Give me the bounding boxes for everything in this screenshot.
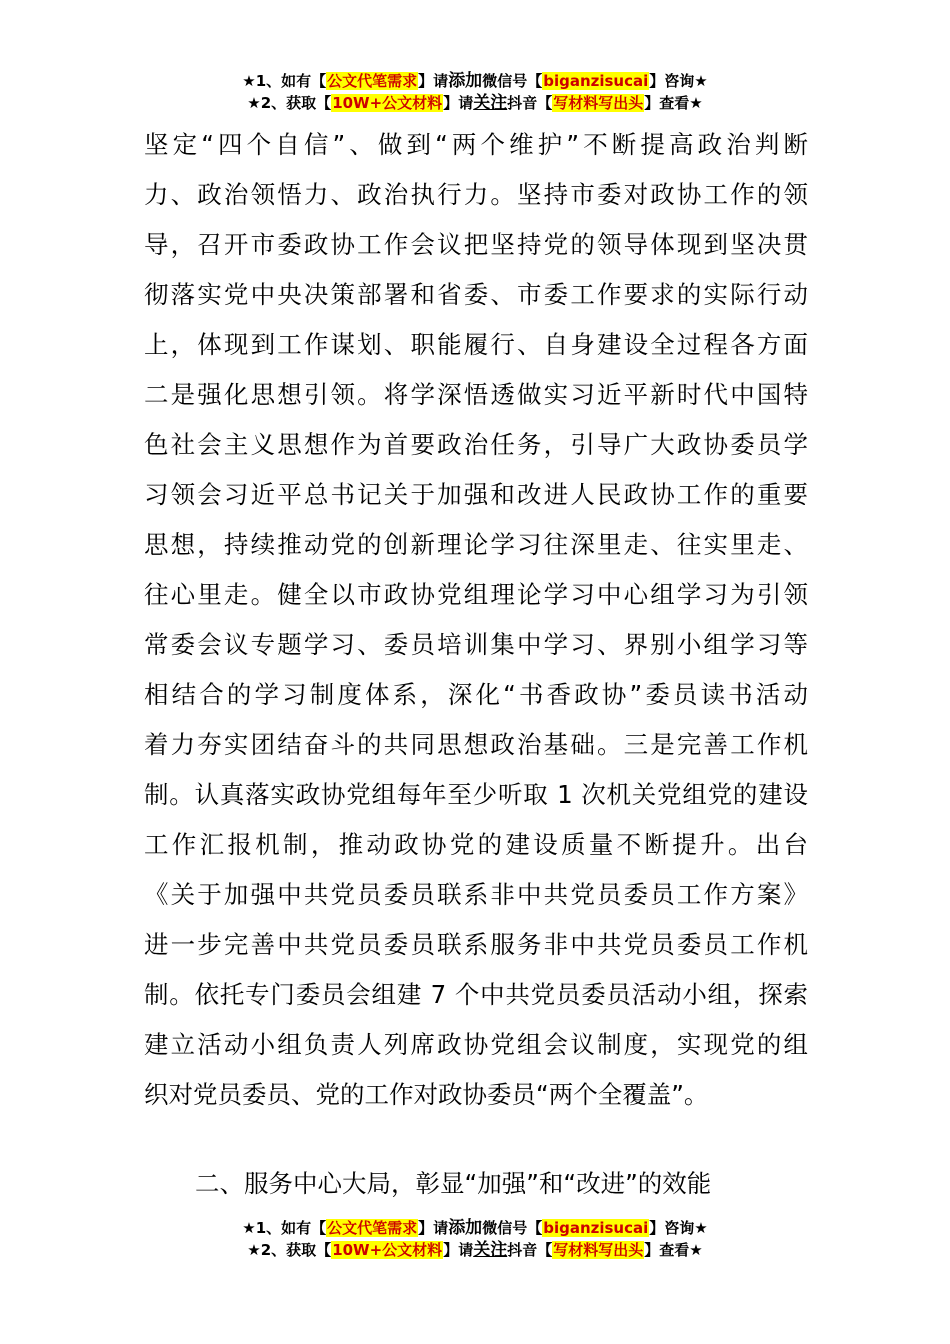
body-line: 织对党员委员、党的工作对政协委员“两个全覆盖”。 xyxy=(144,1080,709,1109)
body-line: 相结合的学习制度体系，深化“书香政协”委员读书活动 xyxy=(144,680,808,709)
star-icon: ★ xyxy=(247,1241,261,1259)
star-icon: ★ xyxy=(694,72,708,90)
body-line: 进一步完善中共党员委员联系服务非中共党员委员工作机 xyxy=(144,930,808,959)
body-line: 往心里走。健全以市政协党组理论学习中心组学习为引领 xyxy=(144,580,808,609)
body-line: 彻落实党中央决策部署和省委、市委工作要求的实际行动 xyxy=(144,280,808,309)
wechat-id: biganzisucai xyxy=(543,1219,649,1237)
body-line: 思想，持续推动党的创新理论学习往深里走、往实里走、 xyxy=(144,530,808,559)
body-line: 力、政治领悟力、政治执行力。坚持市委对政协工作的领 xyxy=(144,180,808,209)
promo-highlight: 公文代笔需求 xyxy=(327,72,418,90)
body-line: 上，体现到工作谋划、职能履行、自身建设全过程各方面 xyxy=(144,330,808,359)
body-paragraph xyxy=(144,120,808,1120)
body-line: 色社会主义思想作为首要政治任务，引导广大政协委员学 xyxy=(144,430,808,459)
star-icon: ★ xyxy=(247,94,261,112)
body-line: 《关于加强中共党员委员联系非中共党员委员工作方案》 xyxy=(144,880,808,909)
star-icon: ★ xyxy=(242,1219,256,1237)
promo-highlight: 10W+公文材料 xyxy=(332,94,443,112)
promo-banner-top xyxy=(0,70,950,114)
promo-line-2: ★2、获取【10W+公文材料】请关注抖音【写材料写出头】查看★ xyxy=(247,93,703,113)
promo-line-1: ★1、如有【公文代笔需求】请添加微信号【biganzisucai】咨询★ xyxy=(242,71,708,91)
section-heading: 二、服务中心大局，彰显“加强”和“改进”的效能 xyxy=(195,1169,712,1198)
body-line: 建立活动小组负责人列席政协党组会议制度，实现党的组 xyxy=(144,1030,808,1059)
body-line: 导，召开市委政协工作会议把坚持党的领导体现到坚决贯 xyxy=(144,230,808,259)
star-icon: ★ xyxy=(689,94,703,112)
douyin-id: 写材料写出头 xyxy=(553,1241,644,1259)
wechat-id: biganzisucai xyxy=(543,72,649,90)
promo-banner-bottom xyxy=(0,1217,950,1261)
promo-highlight: 公文代笔需求 xyxy=(327,1219,418,1237)
promo-line-2: ★2、获取【10W+公文材料】请关注抖音【写材料写出头】查看★ xyxy=(247,1240,703,1260)
body-line: 着力夯实团结奋斗的共同思想政治基础。三是完善工作机 xyxy=(144,730,808,759)
douyin-id: 写材料写出头 xyxy=(553,94,644,112)
body-line: 常委会议专题学习、委员培训集中学习、界别小组学习等 xyxy=(144,630,808,659)
star-icon: ★ xyxy=(689,1241,703,1259)
body-line: 二是强化思想引领。将学深悟透做实习近平新时代中国特 xyxy=(144,380,808,409)
star-icon: ★ xyxy=(694,1219,708,1237)
body-line: 制。认真落实政协党组每年至少听取 1 次机关党组党的建设 xyxy=(144,780,808,809)
star-icon: ★ xyxy=(242,72,256,90)
body-line: 工作汇报机制，推动政协党的建设质量不断提升。出台 xyxy=(144,830,808,859)
promo-highlight: 10W+公文材料 xyxy=(332,1241,443,1259)
body-line: 习领会习近平总书记关于加强和改进人民政协工作的重要 xyxy=(144,480,808,509)
body-line: 坚定“四个自信”、做到“两个维护”不断提高政治判断 xyxy=(144,130,808,159)
promo-line-1: ★1、如有【公文代笔需求】请添加微信号【biganzisucai】咨询★ xyxy=(242,1218,708,1238)
body-line: 制。依托专门委员会组建 7 个中共党员委员活动小组，探索 xyxy=(144,980,808,1009)
